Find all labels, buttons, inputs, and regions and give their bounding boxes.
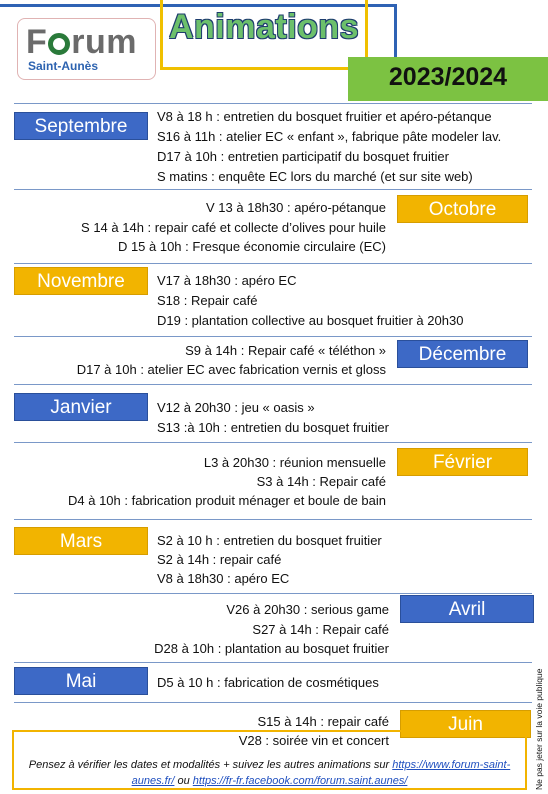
event-line: D19 : plantation collective au bosquet fruitier à 20h30 bbox=[157, 313, 464, 328]
event-line: D28 à 10h : plantation au bosquet fruitier bbox=[154, 641, 389, 656]
event-line: S 14 à 14h : repair café et collecte d’olives pour huile bbox=[81, 220, 386, 235]
event-line: S2 à 14h : repair café bbox=[157, 552, 282, 567]
event-line: L3 à 20h30 : réunion mensuelle bbox=[203, 455, 386, 470]
event-line: D 15 à 10h : Fresque économie circulaire (EC) bbox=[117, 239, 386, 254]
month-octobre: Octobre bbox=[397, 195, 528, 223]
separator-line bbox=[14, 662, 532, 663]
event-line: S9 à 14h : Repair café « téléthon » bbox=[185, 343, 386, 358]
month-mars: Mars bbox=[14, 527, 148, 555]
month-mai: Mai bbox=[14, 667, 148, 695]
facebook-link[interactable]: https://fr-fr.facebook.com/forum.saint.aunes/ bbox=[192, 775, 408, 787]
logo-ring-icon bbox=[48, 33, 70, 55]
event-line: S27 à 14h : Repair café bbox=[252, 622, 389, 637]
event-line: S3 à 14h : Repair café bbox=[256, 474, 386, 489]
separator-line bbox=[14, 263, 532, 264]
month-juin: Juin bbox=[400, 710, 531, 738]
separator-line bbox=[14, 384, 532, 385]
event-line: V12 à 20h30 : jeu « oasis » bbox=[157, 400, 315, 415]
footer-text: Pensez à vérifier les dates et modalités + suivez les autres animations sur bbox=[28, 759, 393, 771]
separator-line bbox=[14, 519, 532, 520]
website-link[interactable]: https://www.forum-saint-aunes.fr/ bbox=[131, 759, 511, 787]
event-line: S15 à 14h : repair café bbox=[257, 714, 389, 729]
separator-line bbox=[14, 336, 532, 337]
event-line: D4 à 10h : fabrication produit ménager et boule de bain bbox=[68, 493, 386, 508]
month-avril: Avril bbox=[400, 595, 534, 623]
logo-subtitle: Saint-Aunès bbox=[28, 59, 99, 73]
month-decembre: Décembre bbox=[397, 340, 528, 368]
event-line: S matins : enquête EC lors du marché (et sur site web) bbox=[157, 169, 473, 184]
month-septembre: Septembre bbox=[14, 112, 148, 140]
logo-wordmark: F rum bbox=[26, 23, 138, 61]
separator-line bbox=[14, 593, 532, 594]
event-line: S18 : Repair café bbox=[157, 293, 258, 308]
footer-text-middle: ou bbox=[174, 775, 193, 787]
event-line: V26 à 20h30 : serious game bbox=[226, 602, 389, 617]
event-line: S2 à 10 h : entretien du bosquet fruitier bbox=[157, 533, 382, 548]
side-note: Ne pas jeter sur la voie publique bbox=[534, 668, 544, 790]
event-line: V8 à 18 h : entretien du bosquet fruitier et apéro-pétanque bbox=[157, 109, 492, 124]
event-line: V17 à 18h30 : apéro EC bbox=[157, 273, 297, 288]
event-line: S16 à 11h : atelier EC « enfant », fabrique pâte modeler lav. bbox=[157, 129, 502, 144]
event-line: D17 à 10h : atelier EC avec fabrication vernis et gloss bbox=[76, 362, 386, 377]
month-fevrier: Février bbox=[397, 448, 528, 476]
event-line: V8 à 18h30 : apéro EC bbox=[157, 571, 290, 586]
separator-line bbox=[14, 442, 532, 443]
month-novembre: Novembre bbox=[14, 267, 148, 295]
footer-note bbox=[20, 757, 519, 789]
event-line: V28 : soirée vin et concert bbox=[238, 733, 389, 748]
separator-line bbox=[14, 702, 532, 703]
separator-line bbox=[14, 189, 532, 190]
year-label: 2023/2024 bbox=[388, 63, 508, 91]
event-line: D5 à 10 h : fabrication de cosmétiques bbox=[157, 675, 379, 690]
side-note-container bbox=[534, 640, 548, 790]
separator-line bbox=[14, 103, 532, 104]
forum-logo bbox=[17, 18, 156, 80]
page-title: Animations bbox=[168, 8, 360, 46]
event-line: V 13 à 18h30 : apéro-pétanque bbox=[206, 200, 386, 215]
event-line: D17 à 10h : entretien participatif du bosquet fruitier bbox=[157, 149, 449, 164]
month-janvier: Janvier bbox=[14, 393, 148, 421]
event-line: S13 :à 10h : entretien du bosquet fruitier bbox=[157, 420, 389, 435]
